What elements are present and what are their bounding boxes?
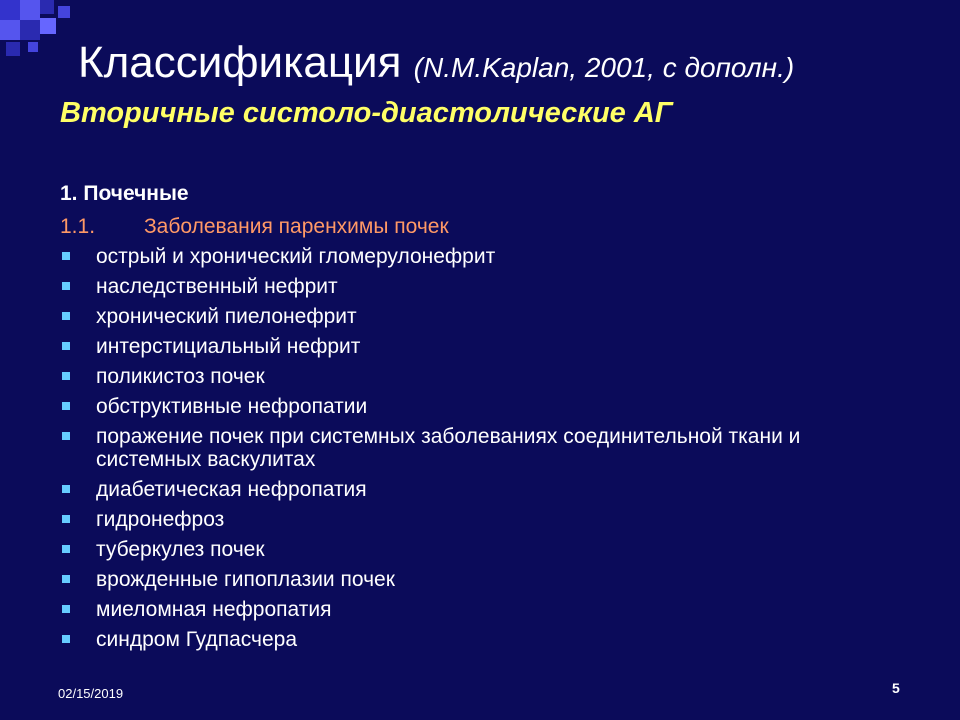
list-item-text: хронический пиелонефрит (96, 305, 357, 328)
list-item (60, 628, 920, 651)
square-bullet-icon (62, 485, 70, 493)
list-item (60, 478, 920, 501)
square-bullet-icon (62, 342, 70, 350)
list-item-text: острый и хронический гломерулонефрит (96, 245, 496, 268)
list-item (60, 335, 920, 358)
list-item-text: диабетическая нефропатия (96, 478, 367, 501)
square-bullet-icon (62, 545, 70, 553)
list-item (60, 425, 896, 471)
square-bullet-icon (62, 575, 70, 583)
slide-subtitle: Вторичные систоло-диастолические АГ (60, 97, 673, 129)
square-bullet-icon (62, 432, 70, 440)
list-item-text: врожденные гипоплазии почек (96, 568, 395, 591)
list-item-text: наследственный нефрит (96, 275, 338, 298)
list-item (60, 365, 920, 388)
list-item-text: обструктивные нефропатии (96, 395, 368, 418)
disease-list (60, 245, 920, 658)
list-item (60, 568, 920, 591)
square-bullet-icon (62, 635, 70, 643)
square-bullet-icon (62, 312, 70, 320)
list-item-text: поликистоз почек (96, 365, 265, 388)
slide-title (78, 38, 794, 88)
list-item-text: туберкулез почек (96, 538, 265, 561)
list-item-text: интерстициальный нефрит (96, 335, 361, 358)
section-heading: 1. Почечные (60, 182, 189, 205)
square-bullet-icon (62, 605, 70, 613)
corner-decoration (0, 0, 80, 60)
subsection-number: 1.1. (60, 215, 96, 238)
list-item (60, 538, 920, 561)
list-item (60, 275, 920, 298)
list-item (60, 395, 920, 418)
square-bullet-icon (62, 252, 70, 260)
list-item (60, 598, 920, 621)
list-item-text: миеломная нефропатия (96, 598, 332, 621)
square-bullet-icon (62, 402, 70, 410)
square-bullet-icon (62, 372, 70, 380)
list-item (60, 508, 920, 531)
list-item (60, 305, 920, 328)
title-source: (N.M.Kaplan, 2001, с дополн.) (413, 52, 795, 83)
list-item (60, 245, 920, 268)
page-number: 5 (892, 680, 900, 696)
list-item-text: гидронефроз (96, 508, 225, 531)
footer-date: 02/15/2019 (58, 686, 124, 701)
subsection-heading (60, 215, 449, 239)
square-bullet-icon (62, 282, 70, 290)
subsection-label: Заболевания паренхимы почек (144, 215, 449, 238)
list-item-text: поражение почек при системных заболеваниях соединительной ткани и системных васкулитах (96, 425, 801, 471)
square-bullet-icon (62, 515, 70, 523)
list-item-text: синдром Гудпасчера (96, 628, 298, 651)
title-main: Классификация (78, 38, 402, 87)
